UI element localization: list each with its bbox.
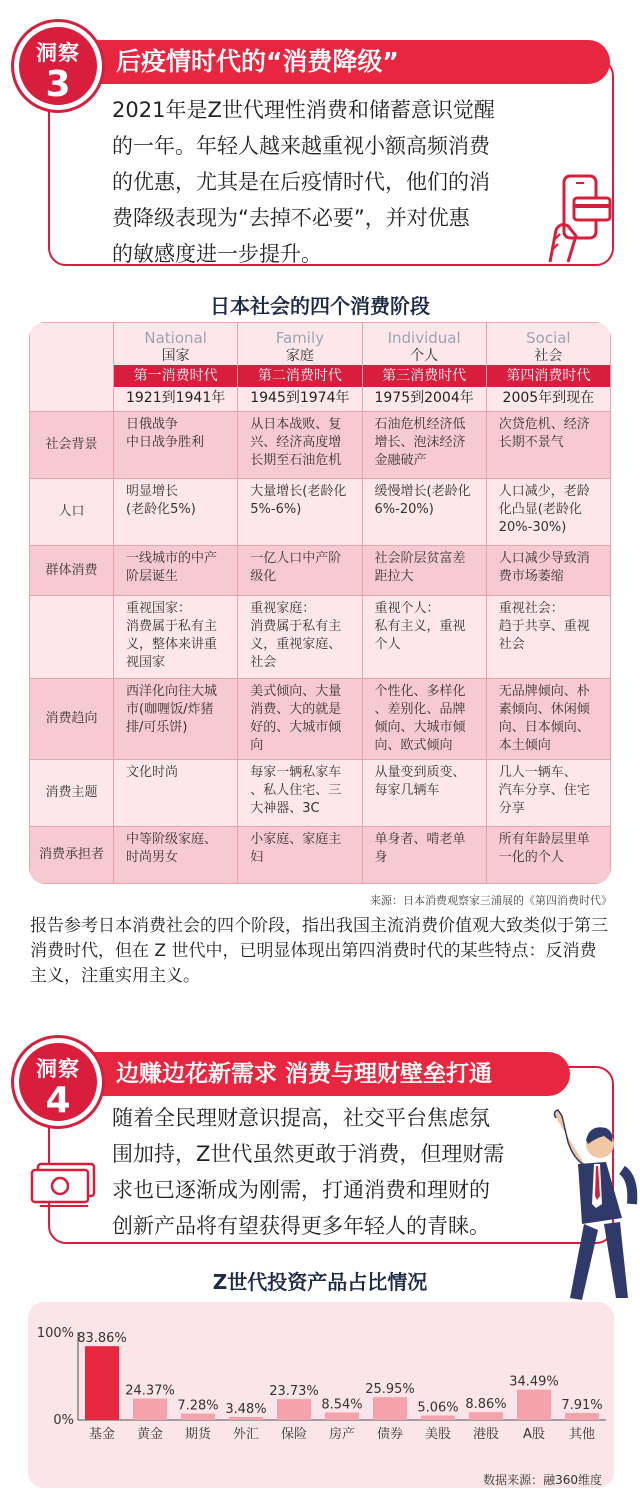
bar <box>373 1397 407 1420</box>
table-row <box>30 596 611 679</box>
table-note: 报告参考日本消费社会的四个阶段，指出我国主流消费价值观大致类似于第三消费时代，但在 Z 世代中，已明显体现出第四消费时代的某些特点：反消费主义，注重实用主义。 <box>30 916 608 986</box>
col-era: 第三消费时代 <box>363 365 486 387</box>
badge-number: 3 <box>45 64 71 105</box>
insight-3-body <box>112 92 572 272</box>
insight-4-badge <box>14 1038 102 1126</box>
row-label: 人口 <box>30 478 114 545</box>
table-row <box>30 760 611 827</box>
col-en: National <box>144 329 207 347</box>
data-label: 7.91% <box>561 1398 603 1414</box>
table-row <box>30 545 611 596</box>
col-era: 第二消费时代 <box>238 365 361 387</box>
table-cell: 一亿人口中产阶 级化 <box>238 545 362 596</box>
col-en: Family <box>275 329 325 347</box>
column-header <box>362 323 486 412</box>
bar <box>325 1412 359 1420</box>
bar <box>421 1416 455 1420</box>
insight-4-body <box>112 1100 562 1244</box>
table-cell: 社会阶层贫富差 距拉大 <box>362 545 486 596</box>
table-cell: 重视个人： 私有主义，重视 个人 <box>362 596 486 679</box>
table-cell: 文化时尚 <box>114 760 238 827</box>
bar <box>469 1412 503 1420</box>
body-line: 的敏感度进一步提升。 <box>112 242 322 266</box>
table-cell: 重视国家： 消费属于私有主 义，整体来讲重 视国家 <box>114 596 238 679</box>
bar-chart <box>28 1302 614 1472</box>
table-cell: 人口减少导致消 费市场萎缩 <box>486 545 610 596</box>
table-cell: 无品牌倾向、朴 素倾向、休闲倾 向、日本倾向、 本土倾向 <box>486 679 610 760</box>
table-cell: 次贷危机、经济 长期不景气 <box>486 412 610 479</box>
row-label: 消费主题 <box>30 760 114 827</box>
data-label: 23.73% <box>269 1384 319 1400</box>
table-source: 来源：日本消费观察家三浦展的《第四消费时代》 <box>370 894 612 907</box>
x-tick-label: 美股 <box>424 1427 452 1442</box>
x-tick-label: A股 <box>523 1427 545 1442</box>
insight-4-title: 边赚边花新需求 消费与理财壁垒打通 <box>90 1052 570 1096</box>
x-tick-label: 基金 <box>88 1427 116 1442</box>
table-cell: 明显增长 (老龄化5%) <box>114 478 238 545</box>
table-cell: 重视家庭： 消费属于私有主 义，重视家庭、 社会 <box>238 596 362 679</box>
body-line: 费降级表现为“去掉不必要”，并对优惠 <box>112 206 470 230</box>
x-tick-label: 债券 <box>376 1427 404 1442</box>
bar <box>277 1399 311 1420</box>
table-cell: 美式倾向、大量 消费、大的就是 好的、大城市倾 向 <box>238 679 362 760</box>
table-cell: 从日本战败、复 兴、经济高度增 长期至石油危机 <box>238 412 362 479</box>
chart-source: 数据来源：融360维度 <box>483 1473 602 1487</box>
col-cn: 社会 <box>534 348 563 364</box>
row-label: 消费承担者 <box>30 827 114 884</box>
consumption-stages-table <box>29 322 611 884</box>
x-tick-label: 黄金 <box>136 1427 164 1442</box>
table-title: 日本社会的四个消费阶段 <box>210 294 430 318</box>
row-label: 消费趋向 <box>30 679 114 760</box>
bar <box>565 1413 599 1420</box>
table-cell: 小家庭、家庭主 妇 <box>238 827 362 884</box>
col-years: 2005年到现在 <box>502 390 595 406</box>
x-tick-label: 期货 <box>184 1427 212 1442</box>
body-line: 随着全民理财意识提高，社交平台焦虑氛 <box>112 1106 490 1130</box>
insight-3-card <box>8 0 614 270</box>
col-years: 1921到1941年 <box>125 390 226 406</box>
insight-3-title: 后疫情时代的“消费降级” <box>90 40 610 84</box>
table-header-row <box>30 323 611 412</box>
bar <box>181 1414 215 1420</box>
col-years: 1975到2004年 <box>374 390 474 406</box>
col-cn: 国家 <box>161 348 190 364</box>
phone-credit-card-icon <box>546 170 612 266</box>
column-header <box>238 323 362 412</box>
data-label: 7.28% <box>177 1398 219 1414</box>
table-cell: 重视社会： 趋于共享、重视 社会 <box>486 596 610 679</box>
col-en: Social <box>526 329 571 347</box>
data-label: 8.54% <box>321 1397 363 1413</box>
col-en: Individual <box>387 329 461 347</box>
table-cell: 日俄战争 中日战争胜利 <box>114 412 238 479</box>
bar <box>517 1390 551 1420</box>
badge-word: 洞察 <box>36 41 80 65</box>
column-header <box>486 323 610 412</box>
col-cn: 家庭 <box>285 348 314 364</box>
badge-word: 洞察 <box>36 1057 80 1081</box>
row-label <box>30 596 114 679</box>
x-tick-label: 保险 <box>280 1427 308 1442</box>
corner-cell <box>30 323 114 412</box>
table-cell: 单身者、啃老单 身 <box>362 827 486 884</box>
data-label: 8.86% <box>465 1397 507 1413</box>
col-cn: 个人 <box>410 348 439 364</box>
table-cell: 几人一辆车、 汽车分享、住宅 分享 <box>486 760 610 827</box>
body-line: 求也已逐渐成为刚需，打通消费和理财的 <box>112 1178 490 1202</box>
column-header <box>114 323 238 412</box>
body-line: 的优惠，尤其是在后疫情时代，他们的消 <box>112 170 490 194</box>
body-line: 的一年。年轻人越来越重视小额高频消费 <box>112 134 490 158</box>
insight-3-badge <box>14 22 102 110</box>
col-era: 第四消费时代 <box>487 365 610 387</box>
col-years: 1945到1974年 <box>250 390 350 406</box>
y-tick-label: 100% <box>36 1326 74 1341</box>
bar <box>229 1417 263 1420</box>
money-bill-icon <box>28 1162 98 1208</box>
table-row <box>30 412 611 479</box>
row-label: 群体消费 <box>30 545 114 596</box>
x-tick-label: 外汇 <box>232 1427 260 1442</box>
table-cell: 人口减少，老龄 化凸显(老龄化 20%-30%) <box>486 478 610 545</box>
table-cell: 缓慢增长(老龄化 6%-20%) <box>362 478 486 545</box>
y-tick-label: 0% <box>53 1413 74 1428</box>
data-label: 24.37% <box>125 1383 175 1399</box>
data-label: 3.48% <box>225 1401 267 1417</box>
table-row <box>30 827 611 884</box>
x-tick-label: 其他 <box>568 1427 596 1442</box>
badge-number: 4 <box>45 1080 71 1121</box>
data-label: 83.86% <box>77 1331 127 1347</box>
data-label: 25.95% <box>365 1382 415 1398</box>
data-label: 34.49% <box>509 1374 559 1390</box>
table-cell: 从量变到质变、 每家几辆车 <box>362 760 486 827</box>
body-line: 创新产品将有望获得更多年轻人的青睐。 <box>112 1214 490 1238</box>
body-line: 围加持，Z世代虽然更敢于消费，但理财需 <box>112 1142 505 1166</box>
table-row <box>30 679 611 760</box>
x-tick-label: 房产 <box>328 1427 356 1442</box>
table-cell: 所有年龄层里单 一化的个人 <box>486 827 610 884</box>
row-label: 社会背景 <box>30 412 114 479</box>
table-row <box>30 478 611 545</box>
table-cell: 大量增长(老龄化 5%-6%) <box>238 478 362 545</box>
table-cell: 西洋化向往大城 市(咖喱饭/炸猪 排/可乐饼) <box>114 679 238 760</box>
table-cell: 每家一辆私家车 、私人住宅、三 大神器、3C <box>238 760 362 827</box>
x-tick-label: 港股 <box>472 1427 500 1442</box>
bar <box>133 1399 167 1420</box>
table-cell: 石油危机经济低 增长、泡沫经济 金融破产 <box>362 412 486 479</box>
insight-4-card <box>8 1024 614 1246</box>
table-cell: 中等阶级家庭、 时尚男女 <box>114 827 238 884</box>
body-line: 2021年是Z世代理性消费和储蓄意识觉醒 <box>112 98 495 122</box>
table-cell: 个性化、多样化 、差别化、品牌 倾向、大城市倾 向、欧式倾向 <box>362 679 486 760</box>
data-label: 5.06% <box>417 1400 459 1416</box>
bar <box>85 1346 119 1420</box>
table-cell: 一线城市的中产 阶层诞生 <box>114 545 238 596</box>
chart-title: Z世代投资产品占比情况 <box>212 1270 428 1294</box>
col-era: 第一消费时代 <box>114 365 237 387</box>
